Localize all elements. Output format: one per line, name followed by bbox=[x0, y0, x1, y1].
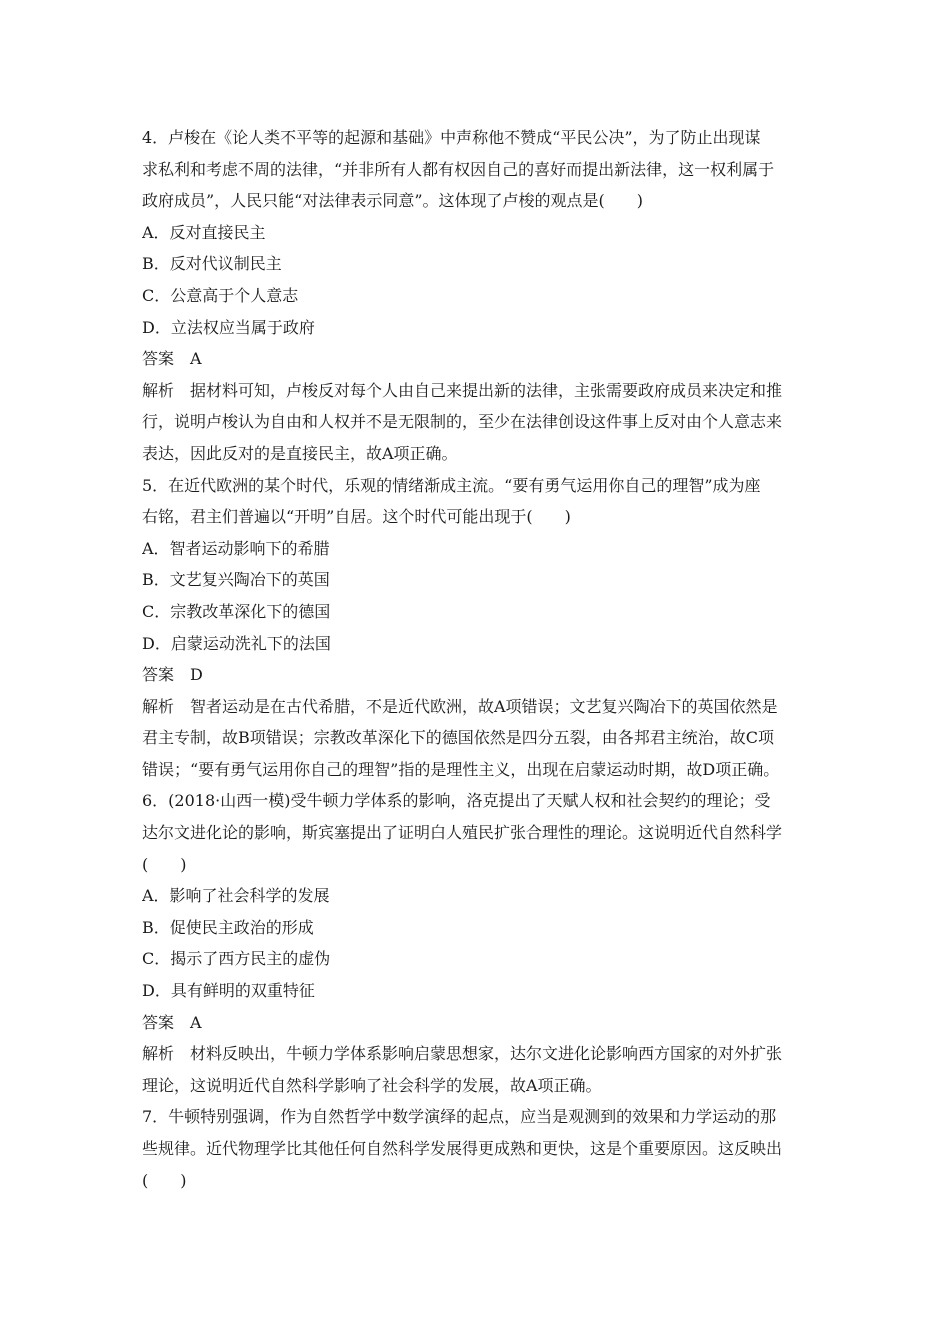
text-line: 右铭，君主们普遍以“开明”自居。这个时代可能出现于( ) bbox=[142, 507, 571, 527]
text-line: B．促使民主政治的形成 bbox=[142, 917, 314, 937]
text-line: 解析 智者运动是在古代希腊，不是近代欧洲，故A项错误；文艺复兴陶冶下的英国依然是 bbox=[142, 696, 778, 716]
text-line: 些规律。近代物理学比其他任何自然科学发展得更成熟和更快，这是个重要原因。这反映出 bbox=[142, 1139, 783, 1158]
text-line: 答案 D bbox=[142, 665, 203, 685]
text-line: D．立法权应当属于政府 bbox=[142, 317, 315, 337]
text-line: C．宗教改革深化下的德国 bbox=[142, 601, 331, 621]
text-line: 解析 材料反映出，牛顿力学体系影响启蒙思想家，达尔文进化论影响西方国家的对外扩张 bbox=[142, 1044, 783, 1064]
text-line: D．具有鲜明的双重特征 bbox=[142, 981, 315, 1001]
text-line: A．影响了社会科学的发展 bbox=[142, 886, 330, 906]
text-line: 求私利和考虑不周的法律，“并非所有人都有权因自己的喜好而提出新法律，这一权利属于 bbox=[142, 159, 775, 179]
text-line: A．智者运动影响下的希腊 bbox=[142, 538, 330, 558]
text-line: B．文艺复兴陶冶下的英国 bbox=[142, 570, 330, 590]
text-line: 7．牛顿特别强调，作为自然哲学中数学演绎的起点，应当是观测到的效果和力学运动的那 bbox=[142, 1107, 777, 1127]
text-line: 错误；“要有勇气运用你自己的理智”指的是理性主义，出现在启蒙运动时期，故D项正确。 bbox=[142, 759, 780, 779]
text-line: 答案 A bbox=[142, 349, 202, 369]
text-line: ( ) bbox=[142, 1170, 187, 1190]
text-line: 行，说明卢梭认为自由和人权并不是无限制的，至少在法律创设这件事上反对由个人意志来 bbox=[142, 412, 783, 432]
text-line: 达尔文进化论的影响，斯宾塞提出了证明白人殖民扩张合理性的理论。这说明近代自然科学 bbox=[142, 823, 783, 843]
text-line: B．反对代议制民主 bbox=[142, 254, 282, 274]
text-line: 4．卢梭在《论人类不平等的起源和基础》中声称他不赞成“平民公决”，为了防止出现谋 bbox=[142, 128, 761, 147]
text-line: C．公意高于个人意志 bbox=[142, 285, 299, 305]
text-line: 5．在近代欧洲的某个时代，乐观的情绪渐成主流。“要有勇气运用你自己的理智”成为座 bbox=[142, 475, 761, 495]
text-line: ( ) bbox=[142, 854, 187, 874]
text-line: 表达，因此反对的是直接民主，故A项正确。 bbox=[142, 443, 458, 463]
question-content bbox=[142, 122, 822, 1196]
text-line: 政府成员”，人民只能“对法律表示同意”。这体现了卢梭的观点是( ) bbox=[142, 191, 644, 211]
text-line: 君主专制，故B项错误；宗教改革深化下的德国依然是四分五裂，由各邦君主统治，故C项 bbox=[142, 728, 775, 748]
text-line: 解析 据材料可知，卢梭反对每个人由自己来提出新的法律，主张需要政府成员来决定和推 bbox=[142, 380, 783, 400]
text-line: 理论，这说明近代自然科学影响了社会科学的发展，故A项正确。 bbox=[142, 1075, 602, 1095]
text-line: C．揭示了西方民主的虚伪 bbox=[142, 949, 331, 969]
text-line: D．启蒙运动洗礼下的法国 bbox=[142, 633, 331, 653]
text-line: A．反对直接民主 bbox=[142, 222, 266, 242]
text-line: 6．(2018·山西一模)受牛顿力学体系的影响，洛克提出了天赋人权和社会契约的理论；受 bbox=[142, 791, 771, 811]
text-line: 答案 A bbox=[142, 1012, 202, 1032]
